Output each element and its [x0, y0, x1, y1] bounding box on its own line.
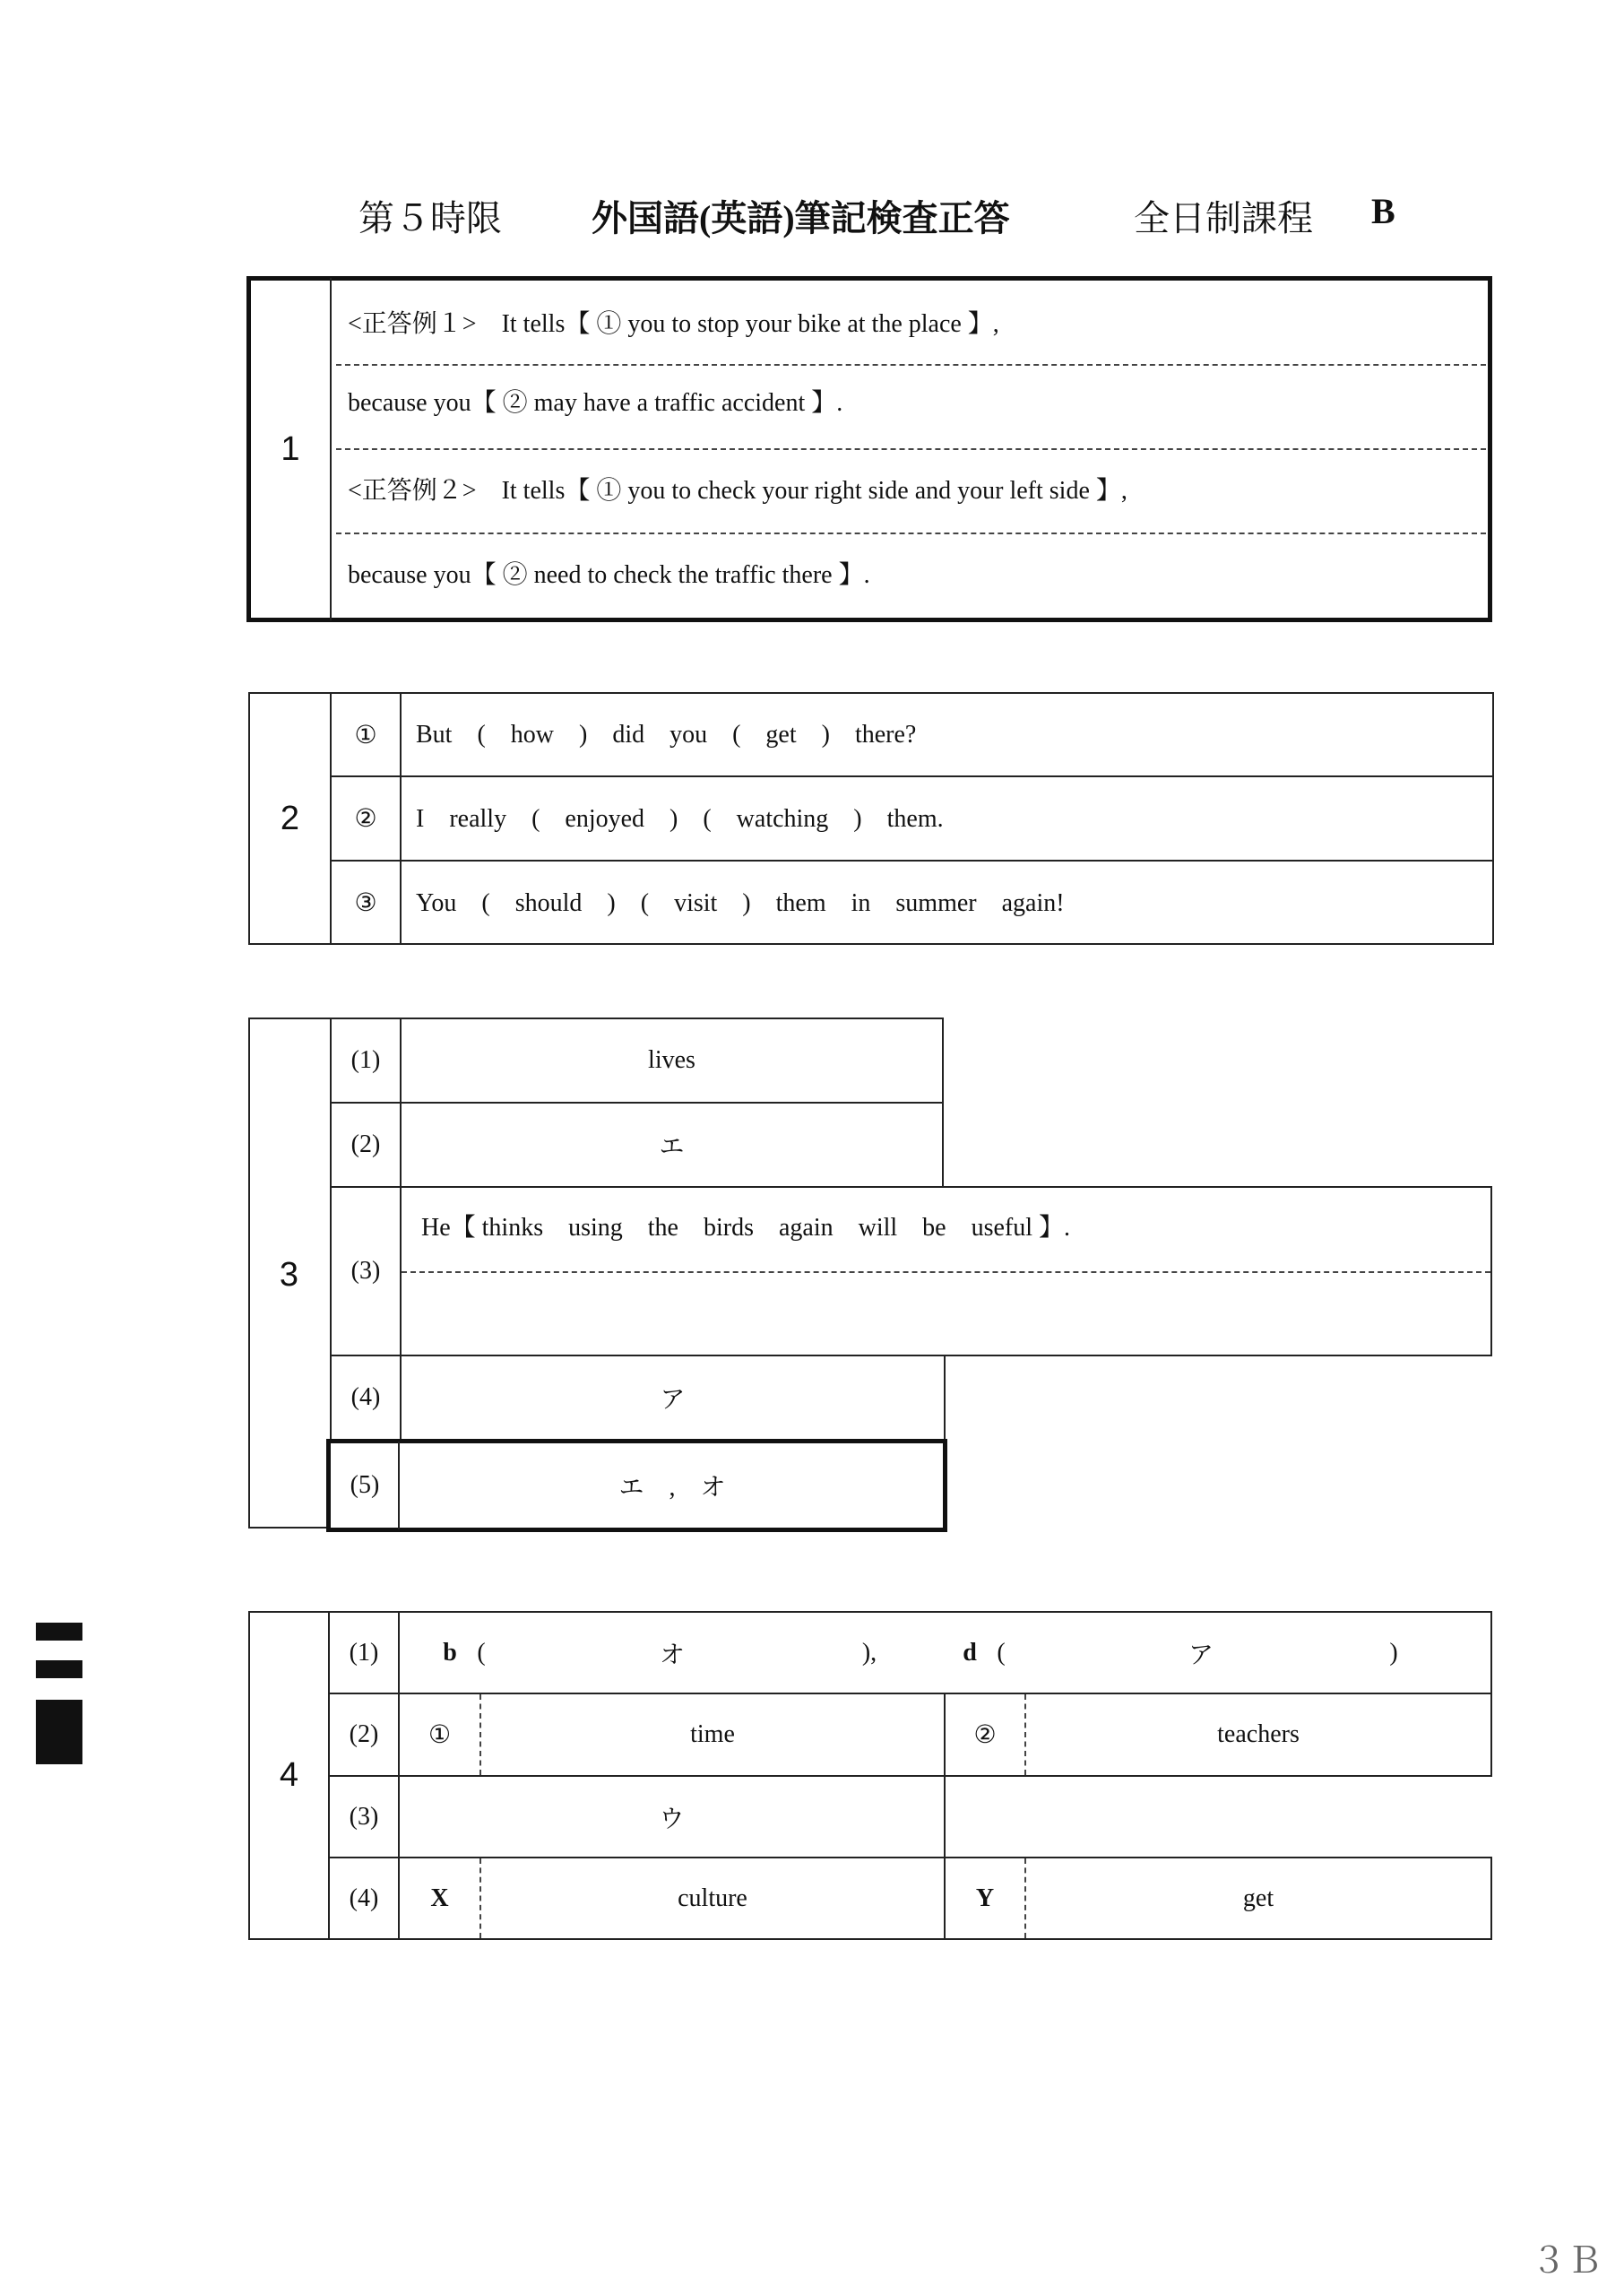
q1-answer-line: <正答例２> It tells【 ① you to check your right side and your left side 】, [348, 477, 1127, 505]
q2-answer: I really ( enjoyed ) ( watching ) them. [416, 805, 944, 833]
q2-answer: But ( how ) did you ( get ) there? [416, 721, 917, 749]
q3-answer: ア [660, 1386, 686, 1414]
question-4-number: 4 [279, 1756, 299, 1794]
q4-x-label: X [430, 1884, 449, 1912]
q1-answer-line: because you【 ② may have a traffic accident 】. [348, 389, 843, 417]
q4-d-open: ( [997, 1638, 1006, 1667]
q3-row-label: (4) [350, 1383, 381, 1411]
q4-row3-answer: ウ [659, 1805, 685, 1833]
q4-y-label: Y [975, 1884, 995, 1912]
version-label: B [1371, 191, 1395, 231]
divider [330, 278, 332, 620]
q3-answer: エ [659, 1133, 685, 1161]
frame-top [328, 1611, 1492, 1613]
q4-row-label: (3) [349, 1802, 379, 1831]
q4-x-answer: culture [678, 1884, 747, 1912]
q3-row-label: (5) [350, 1471, 380, 1499]
frame-left [248, 1018, 250, 1529]
q4-d-answer: ア [1188, 1641, 1214, 1669]
q1-answer-line: <正答例１> It tells【 ① you to stop your bike at the place 】, [348, 310, 999, 338]
q4-d-label: d [963, 1638, 977, 1667]
registration-mark [36, 1700, 82, 1764]
q3-row-label: (2) [350, 1130, 381, 1158]
question-3-number: 3 [279, 1255, 299, 1294]
page-code: ３Ｂ [1531, 2240, 1602, 2282]
course-label: 全日制課程 [1134, 198, 1313, 238]
question-1-number: 1 [281, 429, 300, 468]
period-label: 第５時限 [358, 198, 502, 238]
q4-b-open: ( [477, 1638, 486, 1667]
q4-row-label: (1) [349, 1638, 379, 1667]
subject-title: 外国語(英語)筆記検査正答 [592, 198, 1010, 238]
row-divider [336, 364, 1486, 366]
q4-y-answer: get [1242, 1884, 1274, 1912]
q4-row2-answer: time [690, 1720, 735, 1748]
q4-row2-sub-label: ② [973, 1721, 997, 1749]
q3-row-label: (1) [350, 1046, 381, 1074]
registration-mark [36, 1660, 82, 1678]
frame-bottom [248, 1527, 330, 1529]
row-divider [402, 1271, 1490, 1273]
q2-answer: You ( should ) ( visit ) them in summer again! [416, 889, 1065, 917]
row-divider [330, 860, 1492, 862]
row-divider [330, 1186, 1492, 1188]
divider [1490, 1186, 1492, 1356]
divider [400, 694, 402, 943]
q4-b-answer: オ [659, 1641, 685, 1669]
q4-row-label: (2) [349, 1720, 379, 1748]
q1-answer-line: because you【 ② need to check the traffic there 】. [348, 561, 870, 589]
row-divider [336, 533, 1486, 534]
q3-answer: He【 thinks using the birds again will be useful 】. [421, 1214, 1071, 1242]
frame-right [1490, 1858, 1492, 1940]
row-divider [330, 775, 1492, 777]
registration-mark [36, 1623, 82, 1641]
q3-answer: lives [648, 1046, 695, 1074]
q4-row2-sub-label: ① [428, 1721, 452, 1749]
q4-row-label: (4) [349, 1884, 379, 1912]
divider [398, 1442, 400, 1529]
q2-row-label: ① [354, 721, 377, 749]
q3-row-label: (3) [350, 1257, 381, 1285]
q4-b-close: ), [861, 1638, 877, 1667]
q2-row-label: ③ [354, 888, 377, 917]
row-divider [336, 448, 1486, 450]
q3-answer: エ , オ [618, 1474, 726, 1502]
frame-bottom [328, 1938, 1492, 1940]
q4-d-close: ) [1389, 1638, 1398, 1667]
q4-row2-answer: teachers [1217, 1720, 1300, 1748]
q4-b-label: b [443, 1638, 457, 1667]
divider [944, 1355, 946, 1439]
q2-row-label: ② [354, 805, 377, 833]
question-2-number: 2 [280, 799, 300, 837]
